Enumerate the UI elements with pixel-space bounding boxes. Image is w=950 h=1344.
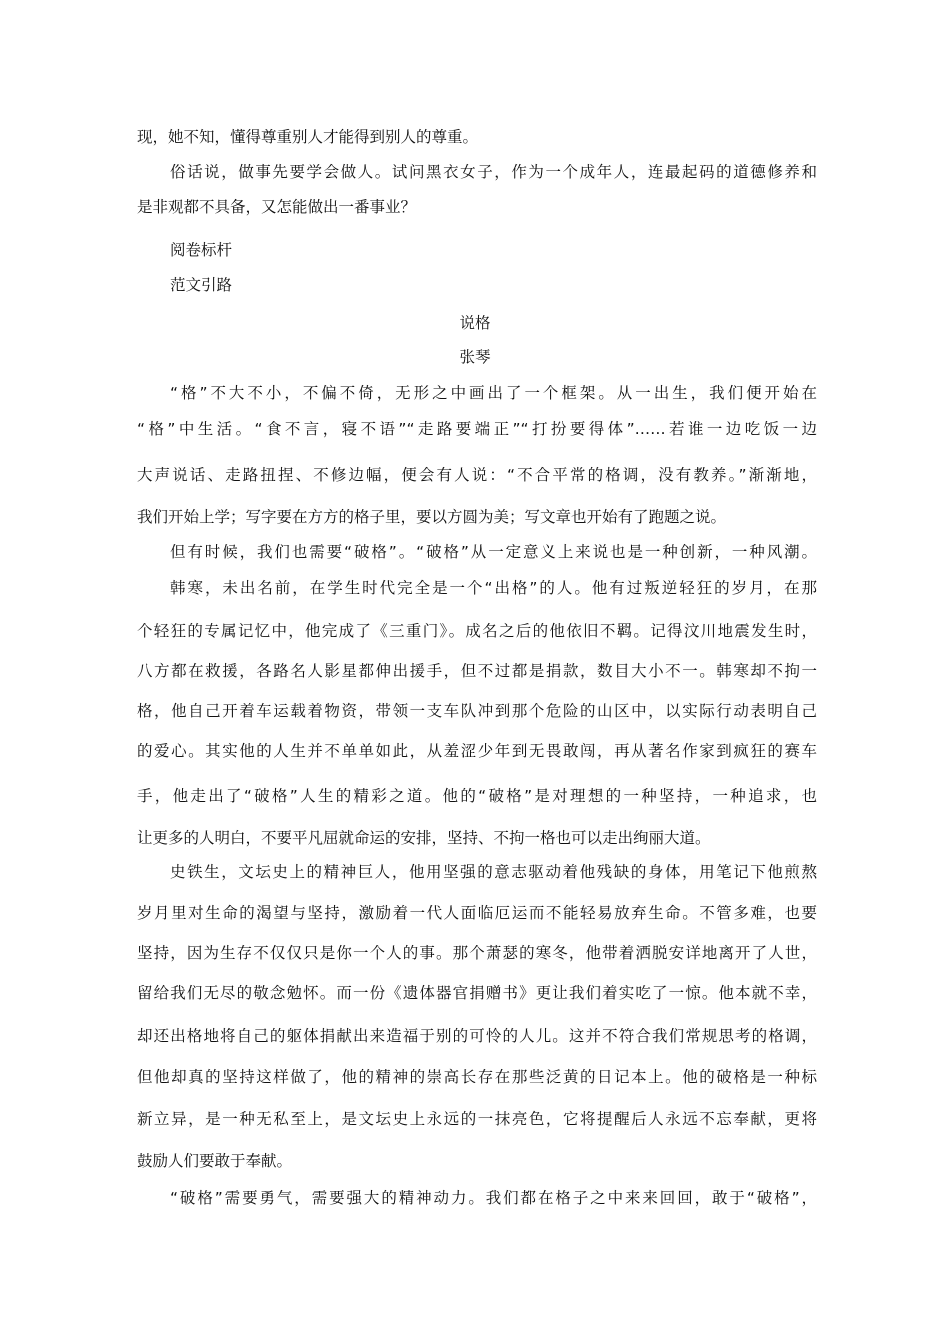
paragraph-line: 岁月里对生命的渴望与坚持，激励着一代人面临厄运而不能轻易放弃生命。不管多难，也要 bbox=[137, 904, 817, 922]
paragraph-line: 的爱心。其实他的人生并不单单如此，从羞涩少年到无畏敢闯，再从著名作家到疯狂的赛车 bbox=[137, 742, 817, 760]
intro-line: 俗话说，做事先要学会做人。试问黑衣女子，作为一个成年人，连最起码的道德修养和 bbox=[170, 163, 817, 181]
intro-line: 是非观都不具备，又怎能做出一番事业？ bbox=[137, 198, 417, 216]
essay-title: 说格 bbox=[459, 314, 491, 332]
paragraph-line: 坚持，因为生存不仅仅只是你一个人的事。那个萧瑟的寒冬，他带着洒脱安详地离开了人世， bbox=[137, 944, 817, 962]
paragraph-line: 却还出格地将自己的躯体捐献出来造福于别的可怜的人儿。这并不符合我们常规思考的格调， bbox=[137, 1027, 817, 1045]
paragraph-line: 让更多的人明白，不要平凡屈就命运的安排，坚持、不拘一格也可以走出绚丽大道。 bbox=[137, 829, 711, 847]
paragraph-line: 韩寒，未出名前，在学生时代完全是一个“出格”的人。他有过叛逆轻狂的岁月，在那 bbox=[170, 579, 817, 597]
section-heading: 阅卷标杆 bbox=[170, 241, 233, 259]
paragraph-line: 手，他走出了“破格”人生的精彩之道。他的“破格”是对理想的一种坚持，一种追求，也 bbox=[137, 787, 817, 805]
paragraph-line: 大声说话、走路扭捏、不修边幅，便会有人说：“不合平常的格调，没有教养。”渐渐地， bbox=[137, 466, 817, 484]
paragraph-line: 但有时候，我们也需要“破格”。“破格”从一定意义上来说也是一种创新，一种风潮。 bbox=[170, 543, 817, 561]
paragraph-line: 八方都在救援，各路名人影星都伸出援手，但不过都是捐款，数目大小不一。韩寒却不拘一 bbox=[137, 662, 817, 680]
paragraph-line: 个轻狂的专属记忆中，他完成了《三重门》。成名之后的他依旧不羁。记得汶川地震发生时， bbox=[137, 622, 817, 640]
paragraph-line: 留给我们无尽的敬念勉怀。而一份《遗体器官捐赠书》更让我们着实吃了一惊。他本就不幸， bbox=[137, 984, 817, 1002]
intro-line: 现，她不知，懂得尊重别人才能得到别人的尊重。 bbox=[137, 128, 479, 146]
paragraph-line: 我们开始上学；写字要在方方的格子里，要以方圆为美；写文章也开始有了跑题之说。 bbox=[137, 508, 727, 526]
paragraph-line: 鼓励人们要敢于奉献。 bbox=[137, 1152, 293, 1170]
paragraph-line: 史铁生，文坛史上的精神巨人，他用坚强的意志驱动着他残缺的身体，用笔记下他煎熬 bbox=[170, 863, 817, 881]
subsection-heading: 范文引路 bbox=[170, 276, 233, 294]
paragraph-line: “破格”需要勇气，需要强大的精神动力。我们都在格子之中来来回回，敢于“破格”， bbox=[170, 1189, 817, 1207]
paragraph-line: “格”不大不小，不偏不倚，无形之中画出了一个框架。从一出生，我们便开始在 bbox=[170, 384, 817, 402]
essay-author: 张琴 bbox=[459, 348, 491, 366]
paragraph-line: 格，他自己开着车运载着物资，带领一支车队冲到那个危险的山区中，以实际行动表明自己 bbox=[137, 702, 817, 720]
paragraph-line: 新立异，是一种无私至上，是文坛史上永远的一抹亮色，它将提醒后人永远不忘奉献，更将 bbox=[137, 1110, 817, 1128]
paragraph-line: 但他却真的坚持这样做了，他的精神的崇高长存在那些泛黄的日记本上。他的破格是一种标 bbox=[137, 1068, 817, 1086]
paragraph-line: “格”中生活。“食不言，寝不语”“走路要端正”“打扮要得体”……若谁一边吃饭一边 bbox=[137, 420, 817, 438]
